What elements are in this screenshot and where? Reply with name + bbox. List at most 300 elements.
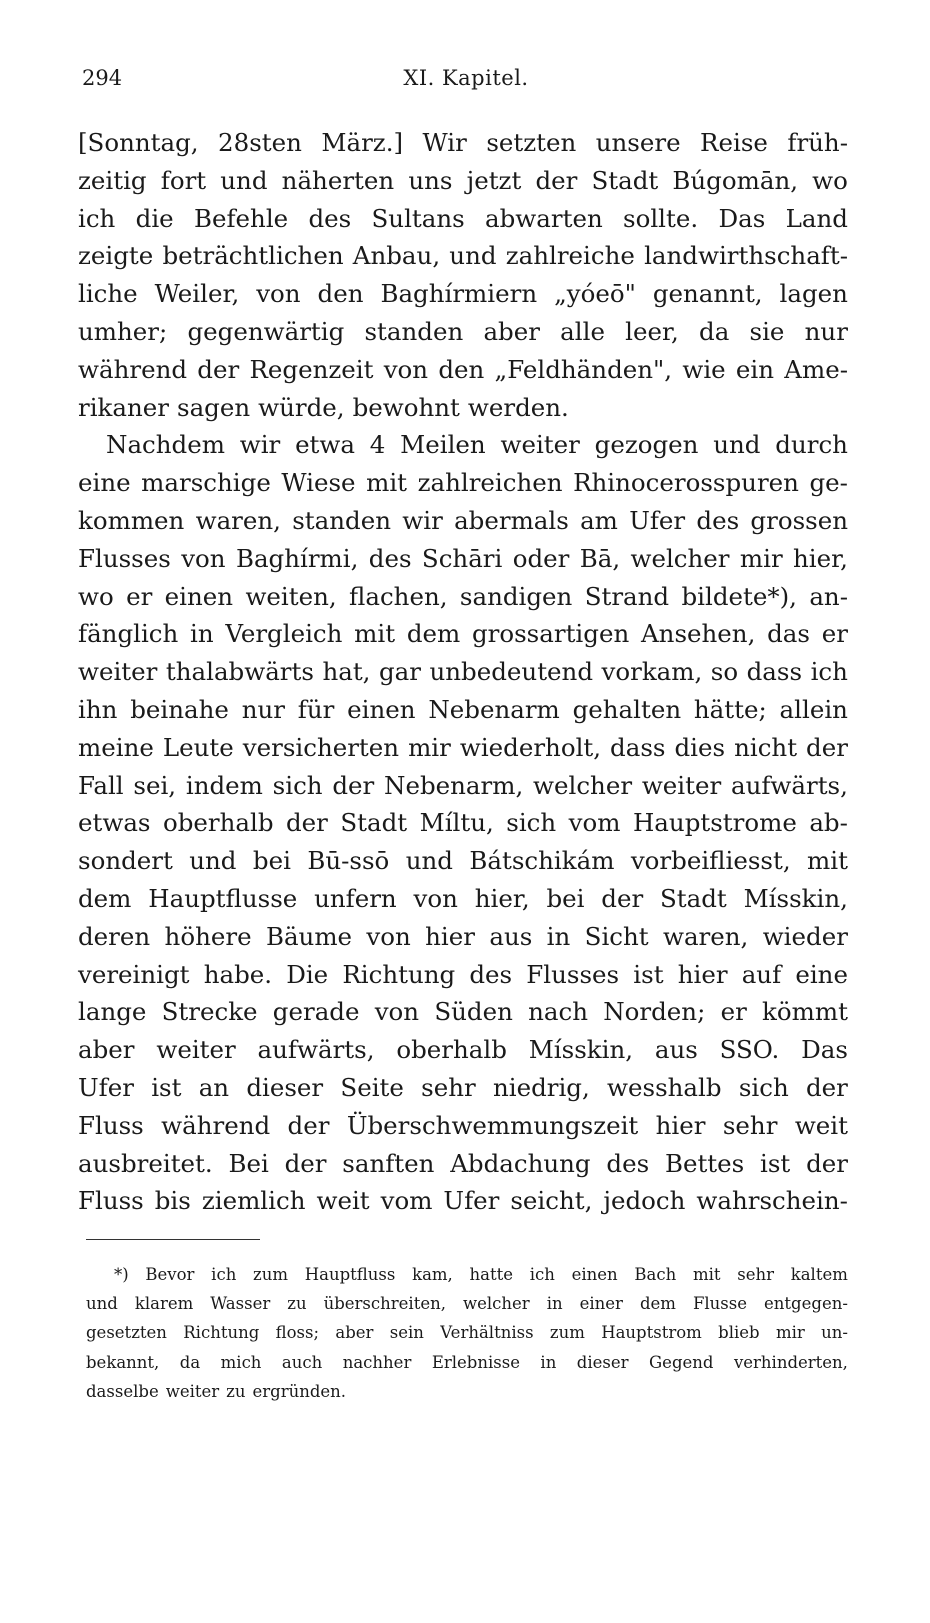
footnote-word: *): [114, 1265, 129, 1284]
word: allein: [779, 694, 848, 724]
word: setzten: [486, 128, 577, 157]
footnote-word: aber: [335, 1323, 374, 1343]
word: unfern: [314, 883, 397, 913]
footnote-word: un-: [821, 1323, 848, 1343]
footnote-word: Flusse: [692, 1294, 748, 1314]
word: vorkam,: [601, 657, 703, 687]
word: einen: [164, 581, 234, 611]
word: für: [297, 694, 335, 724]
word: wesshalb: [607, 1072, 722, 1102]
word: höhere: [164, 921, 252, 951]
word: Überschwemmungszeit: [346, 1110, 639, 1140]
word: weiten,: [245, 581, 337, 611]
footnote-word: zum: [549, 1323, 585, 1343]
word: nur: [241, 694, 285, 724]
word: der: [806, 1148, 848, 1178]
footnote-word: Wasser: [210, 1294, 271, 1314]
word: ausbreitet.: [78, 1148, 213, 1178]
word: der: [806, 732, 848, 762]
word: der: [805, 1072, 848, 1102]
word: aber: [78, 1035, 135, 1065]
word: wir: [402, 505, 443, 535]
chapter-title: XI. Kapitel.: [403, 66, 529, 90]
word: Das: [801, 1035, 848, 1065]
word: eine: [78, 468, 131, 498]
word: ab-: [809, 808, 848, 838]
word: wieder: [762, 921, 848, 951]
word: auf: [741, 959, 782, 989]
footnote-word: entgegen-: [764, 1294, 848, 1314]
footnote-word: dieser: [576, 1352, 629, 1372]
word: den: [317, 279, 364, 309]
text-line: [78, 918, 848, 956]
word: den: [438, 354, 485, 384]
word: hier,: [474, 883, 530, 913]
footnote-word: kaltem: [790, 1265, 848, 1284]
text-line: [78, 653, 848, 691]
word: dieser: [246, 1072, 324, 1102]
word: waren,: [195, 505, 281, 535]
text-line: [78, 389, 848, 427]
word: fänglich: [78, 619, 179, 649]
word: von: [181, 543, 226, 573]
word: Ansehen,: [640, 619, 756, 649]
word: der: [601, 883, 644, 913]
word: Bei: [228, 1148, 269, 1178]
text-line: [78, 124, 848, 162]
word: und: [713, 430, 761, 460]
word: 4: [369, 430, 386, 460]
word: von: [366, 921, 411, 951]
word: Fall: [78, 770, 124, 800]
text-line: [78, 464, 848, 502]
word: gerade: [272, 997, 360, 1027]
word: ist: [151, 1072, 182, 1102]
word: meine: [78, 732, 154, 762]
word: näherten: [281, 165, 395, 195]
word: Búgomān,: [672, 165, 799, 195]
text-line: [78, 275, 848, 313]
word: der: [332, 770, 375, 800]
text-line: [78, 1031, 848, 1069]
word: sich: [506, 808, 557, 838]
footnote-word: überschreiten,: [323, 1294, 446, 1314]
word: dies: [674, 732, 726, 762]
word: bewohnt: [352, 392, 460, 422]
footnote-word: weiter: [165, 1381, 220, 1401]
word: bei: [252, 846, 291, 876]
word: sich: [272, 770, 323, 800]
word: standen: [292, 505, 391, 535]
word: weiter: [156, 1035, 236, 1065]
word: umher;: [78, 316, 168, 346]
word: durch: [775, 430, 848, 460]
word: vereinigt: [78, 959, 190, 989]
word: der: [197, 354, 240, 384]
word: sollte.: [623, 203, 699, 233]
text-line: [78, 615, 848, 653]
word: beinahe: [130, 694, 229, 724]
word: Mísskin,: [743, 883, 848, 913]
body-text: [78, 124, 848, 1220]
word: habe.: [203, 959, 273, 989]
footnote-line: [86, 1348, 848, 1377]
word: Weiler,: [154, 279, 240, 309]
word: lange: [78, 997, 147, 1027]
footnote-word: zum: [253, 1265, 289, 1284]
word: der: [535, 165, 578, 195]
footnote-word: Bevor: [145, 1265, 195, 1284]
word: Stadt: [340, 808, 408, 838]
footnote-word: Verhältniss: [440, 1323, 534, 1343]
text-line: [78, 578, 848, 616]
text-line: [78, 237, 848, 275]
word: jetzt: [466, 165, 522, 195]
word: der: [287, 1110, 330, 1140]
word: sie: [749, 316, 785, 346]
footnote-word: Hauptstrom: [601, 1323, 702, 1343]
word: ihn: [78, 694, 118, 724]
word: weiter: [78, 657, 158, 687]
word: dass: [746, 657, 803, 687]
word: grossartigen: [471, 619, 630, 649]
word: in: [190, 619, 214, 649]
word: welcher: [630, 543, 730, 573]
footnote-word: Bach: [634, 1265, 677, 1284]
word: unsere: [595, 128, 681, 157]
footnote-word: sein: [389, 1323, 424, 1343]
text-line: [78, 426, 848, 464]
word: Fluss: [78, 1110, 144, 1140]
text-line: [78, 729, 848, 767]
word: das: [767, 619, 810, 649]
word: Meilen: [400, 430, 486, 460]
text-line: [78, 880, 848, 918]
word: sehr: [421, 1072, 476, 1102]
word: vom: [380, 1186, 433, 1216]
footnote-word: kam,: [412, 1265, 453, 1284]
word: kömmt: [762, 997, 848, 1027]
footnote-word: mich: [220, 1352, 262, 1372]
word: mit: [807, 846, 848, 876]
word: fort: [160, 165, 207, 195]
word: gar: [378, 657, 421, 687]
word: der: [286, 808, 328, 838]
word: Vergleich: [225, 619, 343, 649]
word: an: [198, 1072, 230, 1102]
word: SSO.: [719, 1035, 780, 1065]
word: des: [308, 203, 352, 233]
word: Ufer: [78, 1072, 134, 1102]
word: März.]: [321, 128, 404, 157]
footnote-word: dem: [639, 1294, 676, 1314]
word: hätte;: [693, 694, 767, 724]
word: Regenzeit: [249, 354, 374, 384]
footnote-word: da: [179, 1352, 201, 1372]
footnote-word: auch: [281, 1352, 323, 1372]
word: von: [383, 354, 429, 384]
footnote-word: Gegend: [649, 1352, 714, 1372]
footnote-word: nachher: [342, 1352, 412, 1372]
footnote-line: [86, 1377, 848, 1406]
word: Baghírmiern: [380, 279, 538, 309]
word: jedoch: [603, 1186, 686, 1216]
word: mit: [354, 619, 396, 649]
footnote-word: mit: [692, 1265, 721, 1284]
footnote-line: [86, 1289, 848, 1318]
word: von: [413, 883, 458, 913]
page-number: 294: [82, 66, 123, 90]
word: genannt,: [652, 279, 763, 309]
word: leer,: [625, 316, 679, 346]
word: Schāri: [421, 543, 503, 573]
word: mir: [408, 732, 451, 762]
word: lagen: [779, 279, 848, 309]
word: weit: [316, 1186, 370, 1216]
footnotes: [86, 1260, 848, 1406]
word: etwas: [78, 808, 151, 838]
word: Flusses: [78, 543, 171, 573]
word: er: [821, 619, 848, 649]
word: so: [710, 657, 739, 687]
word: Die: [286, 959, 329, 989]
word: Ufer: [629, 505, 686, 535]
word: ge-: [809, 468, 848, 498]
word: wahrschein-: [696, 1186, 848, 1216]
word: thalabwärts: [165, 657, 314, 687]
word: Norden;: [603, 997, 706, 1027]
word: 28sten: [218, 128, 302, 157]
footnote-word: gesetzten: [86, 1323, 167, 1343]
running-head: [82, 66, 850, 98]
word: etwa: [295, 430, 355, 460]
word: werden.: [467, 392, 569, 422]
word: ein: [735, 354, 775, 384]
word: sandigen: [459, 581, 573, 611]
word: da: [699, 316, 730, 346]
word: weiter: [641, 770, 722, 800]
text-line: [78, 956, 848, 994]
word: oder: [512, 543, 570, 573]
word: nicht: [734, 732, 798, 762]
word: früh-: [787, 128, 848, 157]
word: einen: [347, 694, 416, 724]
footnote-line: [86, 1260, 848, 1289]
footnote-word: Hauptfluss: [304, 1265, 396, 1284]
footnote-word: ergründen.: [252, 1381, 347, 1401]
footnote-word: einen: [571, 1265, 618, 1284]
footnote-word: ich: [211, 1265, 237, 1284]
text-line: [78, 162, 848, 200]
word: Fluss: [78, 1186, 144, 1216]
word: rikaner: [78, 392, 169, 422]
word: während: [161, 1110, 271, 1140]
word: indem: [185, 770, 263, 800]
word: zahlreiche: [505, 241, 635, 271]
word: uns: [408, 165, 453, 195]
word: hier: [425, 921, 475, 951]
footnote-word: in: [546, 1294, 563, 1314]
word: aufwärts,: [730, 770, 848, 800]
word: hier: [655, 1110, 706, 1140]
word: Nebenarm,: [384, 770, 524, 800]
word: Stadt: [660, 883, 727, 913]
text-line: [78, 842, 848, 880]
word: des: [469, 959, 513, 989]
word: sagen: [177, 392, 251, 422]
word: Ufer: [443, 1186, 500, 1216]
word: wo: [78, 581, 114, 611]
word: abwarten: [485, 203, 603, 233]
word: Stadt: [591, 165, 659, 195]
word: eine: [795, 959, 848, 989]
word: liche: [78, 279, 138, 309]
footnote-word: Richtung: [183, 1323, 260, 1343]
word: sich: [738, 1072, 789, 1102]
footnote-word: welcher: [462, 1294, 530, 1314]
word: dem: [78, 883, 132, 913]
text-line: [78, 993, 848, 1031]
word: des: [368, 543, 412, 573]
word: Sultans: [371, 203, 465, 233]
word: Flusses: [526, 959, 620, 989]
word: bildete*),: [681, 581, 797, 611]
footnote-word: dasselbe: [86, 1381, 159, 1401]
text-line: [78, 767, 848, 805]
text-line: [78, 804, 848, 842]
word: während: [78, 354, 188, 384]
text-line: [78, 691, 848, 729]
word: Seite: [340, 1072, 404, 1102]
word: Ame-: [784, 354, 848, 384]
word: weiter: [500, 430, 580, 460]
footnote-word: einer: [579, 1294, 623, 1314]
word: und: [189, 846, 237, 876]
text-line: [78, 200, 848, 238]
word: Baghírmi,: [235, 543, 359, 573]
word: dem: [406, 619, 461, 649]
footnote-word: mir: [775, 1323, 805, 1343]
word: unbedeutend: [429, 657, 594, 687]
word: Wir: [422, 128, 467, 157]
word: ich: [810, 657, 848, 687]
footnote-word: ich: [529, 1265, 555, 1284]
word: „Feldhänden",: [494, 354, 673, 384]
word: wiederholt,: [459, 732, 602, 762]
footnote-line: [86, 1318, 848, 1347]
text-line: [78, 540, 848, 578]
word: sanften: [342, 1148, 435, 1178]
word: in: [546, 921, 571, 951]
word: gehalten: [572, 694, 682, 724]
word: Bäume: [265, 921, 353, 951]
word: alle: [560, 316, 605, 346]
word: wie: [682, 354, 726, 384]
footnote-divider: [86, 1239, 260, 1240]
word: zahlreichen: [417, 468, 563, 498]
word: aus: [489, 921, 533, 951]
word: Sicht: [584, 921, 649, 951]
word: Strand: [584, 581, 670, 611]
word: gezogen: [594, 430, 699, 460]
word: bei: [546, 883, 585, 913]
word: Hauptstrome: [632, 808, 797, 838]
word: welcher: [533, 770, 633, 800]
footnote-word: bekannt,: [86, 1352, 160, 1372]
word: Süden: [434, 997, 513, 1027]
word: des: [606, 1148, 650, 1178]
footnote-word: verhinderten,: [733, 1352, 848, 1372]
text-line: [78, 313, 848, 351]
footnote-word: klarem: [134, 1294, 194, 1314]
word: „yóeō": [554, 279, 636, 309]
word: Bā,: [579, 543, 621, 573]
word: marschige: [141, 468, 271, 498]
footnote-word: sehr: [737, 1265, 774, 1284]
word: hier,: [793, 543, 848, 573]
word: mir: [739, 543, 783, 573]
word: und: [449, 241, 497, 271]
word: der: [284, 1148, 327, 1178]
footnote-word: floss;: [275, 1323, 320, 1343]
word: Bū-ssō: [307, 846, 390, 876]
text-line: [78, 1145, 848, 1183]
footnote-word: blieb: [718, 1323, 760, 1343]
text-line: [78, 1182, 848, 1220]
word: standen: [364, 316, 464, 346]
word: wir: [239, 430, 281, 460]
word: Nebenarm: [428, 694, 560, 724]
footnote-word: in: [540, 1352, 557, 1372]
footnote-word: Erlebnisse: [431, 1352, 520, 1372]
text-line: [78, 1107, 848, 1145]
word: weit: [794, 1110, 848, 1140]
word: ich: [78, 203, 116, 233]
word: oberhalb: [162, 808, 274, 838]
word: Das: [718, 203, 766, 233]
word: von: [256, 279, 301, 309]
word: Befehle: [193, 203, 289, 233]
word: seicht,: [510, 1186, 593, 1216]
word: ist: [760, 1148, 791, 1178]
word: an-: [809, 581, 848, 611]
word: von: [374, 997, 420, 1027]
word: abermals: [454, 505, 569, 535]
word: Land: [785, 203, 848, 233]
word: beträchtlichen: [162, 241, 344, 271]
word: er: [720, 997, 747, 1027]
word: wo: [812, 165, 848, 195]
word: die: [135, 203, 174, 233]
word: Hauptflusse: [148, 883, 298, 913]
word: Rhinocerosspuren: [573, 468, 799, 498]
word: Míltu,: [419, 808, 494, 838]
text-line: [78, 351, 848, 389]
word: hat,: [322, 657, 371, 687]
text-line: [78, 502, 848, 540]
word: Wiese: [281, 468, 356, 498]
word: kommen: [78, 505, 185, 535]
word: grossen: [750, 505, 848, 535]
word: aufwärts,: [257, 1035, 375, 1065]
word: bis: [154, 1186, 191, 1216]
word: Mísskin,: [528, 1035, 634, 1065]
word: Anbau,: [352, 241, 441, 271]
word: oberhalb: [396, 1035, 507, 1065]
word: dass: [610, 732, 666, 762]
word: Bettes: [664, 1148, 745, 1178]
word: zeitig: [78, 165, 147, 195]
